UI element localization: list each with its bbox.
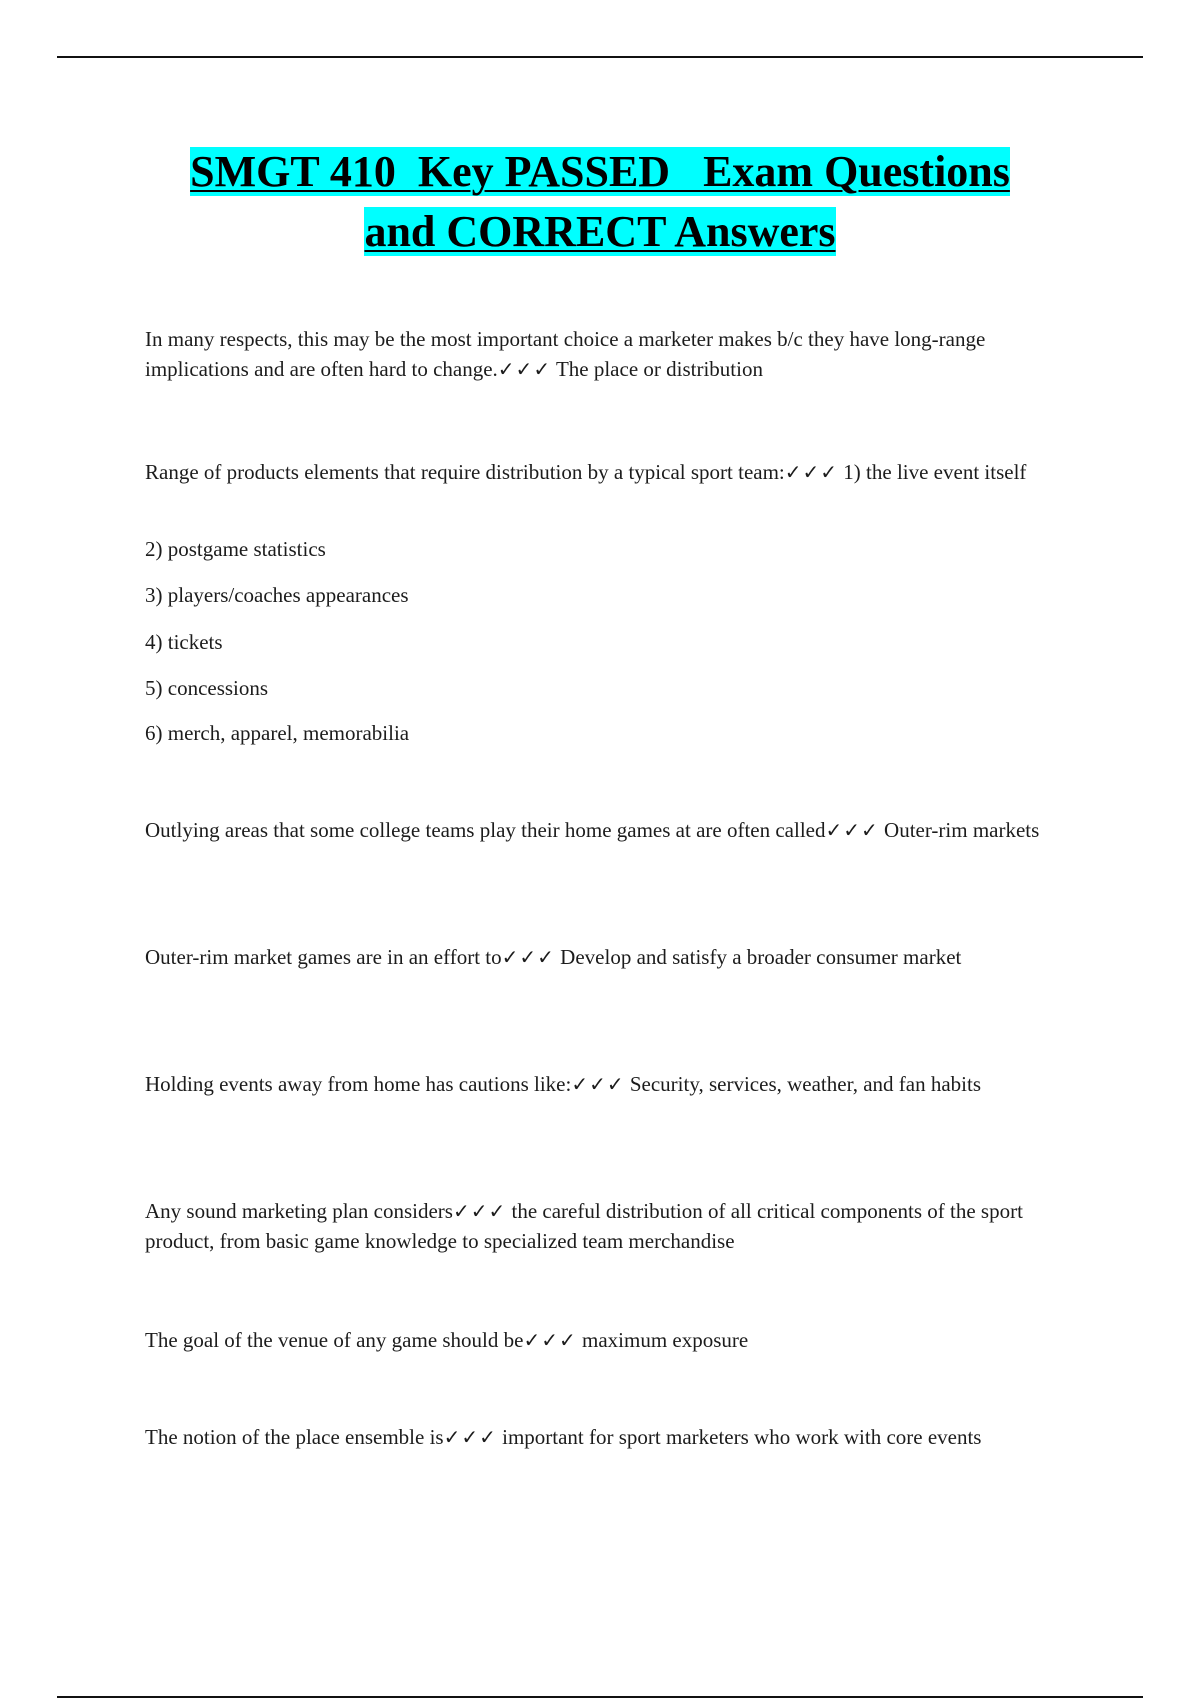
question-text: Outer-rim market games are in an effort to	[145, 945, 502, 969]
answer-text: important for sport marketers who work with core events	[496, 1425, 982, 1449]
check-mark-icon: ✓✓✓	[497, 357, 552, 381]
qa-item-8	[145, 1422, 1065, 1452]
question-text: Outlying areas that some college teams play their home games at are often called	[145, 818, 826, 842]
question-text: Holding events away from home has cautions like:	[145, 1072, 572, 1096]
answer-text: Outer-rim markets	[878, 818, 1040, 842]
top-rule	[57, 56, 1143, 58]
list-item: 6) merch, apparel, memorabilia	[145, 721, 410, 745]
answer-text: maximum exposure	[576, 1328, 749, 1352]
title-line-2: and CORRECT Answers	[364, 207, 836, 256]
document-title	[100, 142, 1100, 262]
check-mark-icon: ✓✓✓	[825, 818, 879, 842]
check-mark-icon: ✓✓✓	[571, 1072, 625, 1096]
answer-text: Security, services, weather, and fan habits	[624, 1072, 982, 1096]
list-item: 5) concessions	[145, 676, 269, 700]
question-text: Any sound marketing plan considers	[145, 1199, 453, 1223]
qa-item-6	[145, 1196, 1065, 1256]
qa-item-5	[145, 1069, 1065, 1099]
check-mark-icon: ✓✓✓	[523, 1328, 577, 1352]
answer-text: Develop and satisfy a broader consumer market	[554, 945, 962, 969]
check-mark-icon: ✓✓✓	[452, 1199, 507, 1223]
question-text: The goal of the venue of any game should be	[145, 1328, 524, 1352]
answer-text: The place or distribution	[551, 357, 763, 381]
check-mark-icon: ✓✓✓	[501, 945, 555, 969]
question-text: The notion of the place ensemble is	[145, 1425, 444, 1449]
qa-item-1	[145, 324, 1065, 384]
list-item: 2) postgame statistics	[145, 537, 326, 561]
answer-text: 1) the live event itself	[838, 460, 1027, 484]
check-mark-icon: ✓✓✓	[443, 1425, 497, 1449]
list-item: 3) players/coaches appearances	[145, 583, 409, 607]
list-item: 4) tickets	[145, 630, 223, 654]
qa-item-7	[145, 1325, 1065, 1355]
question-text: Range of products elements that require distribution by a typical sport team:	[145, 460, 785, 484]
title-line-1: SMGT 410 Key PASSED Exam Questions	[190, 147, 1010, 196]
check-mark-icon: ✓✓✓	[784, 460, 839, 484]
qa-item-2	[145, 457, 1065, 487]
answer-text: the careful distribution of all critical components of the sport product, from basic game knowledge to specialized team merchandise	[145, 1199, 1023, 1253]
question-text: In many respects, this may be the most important choice a marketer makes b/c they have long-range implications and are often hard to change.	[145, 327, 986, 381]
qa-item-4	[145, 942, 1065, 972]
bottom-rule	[57, 1696, 1143, 1698]
qa-item-3	[145, 815, 1065, 845]
